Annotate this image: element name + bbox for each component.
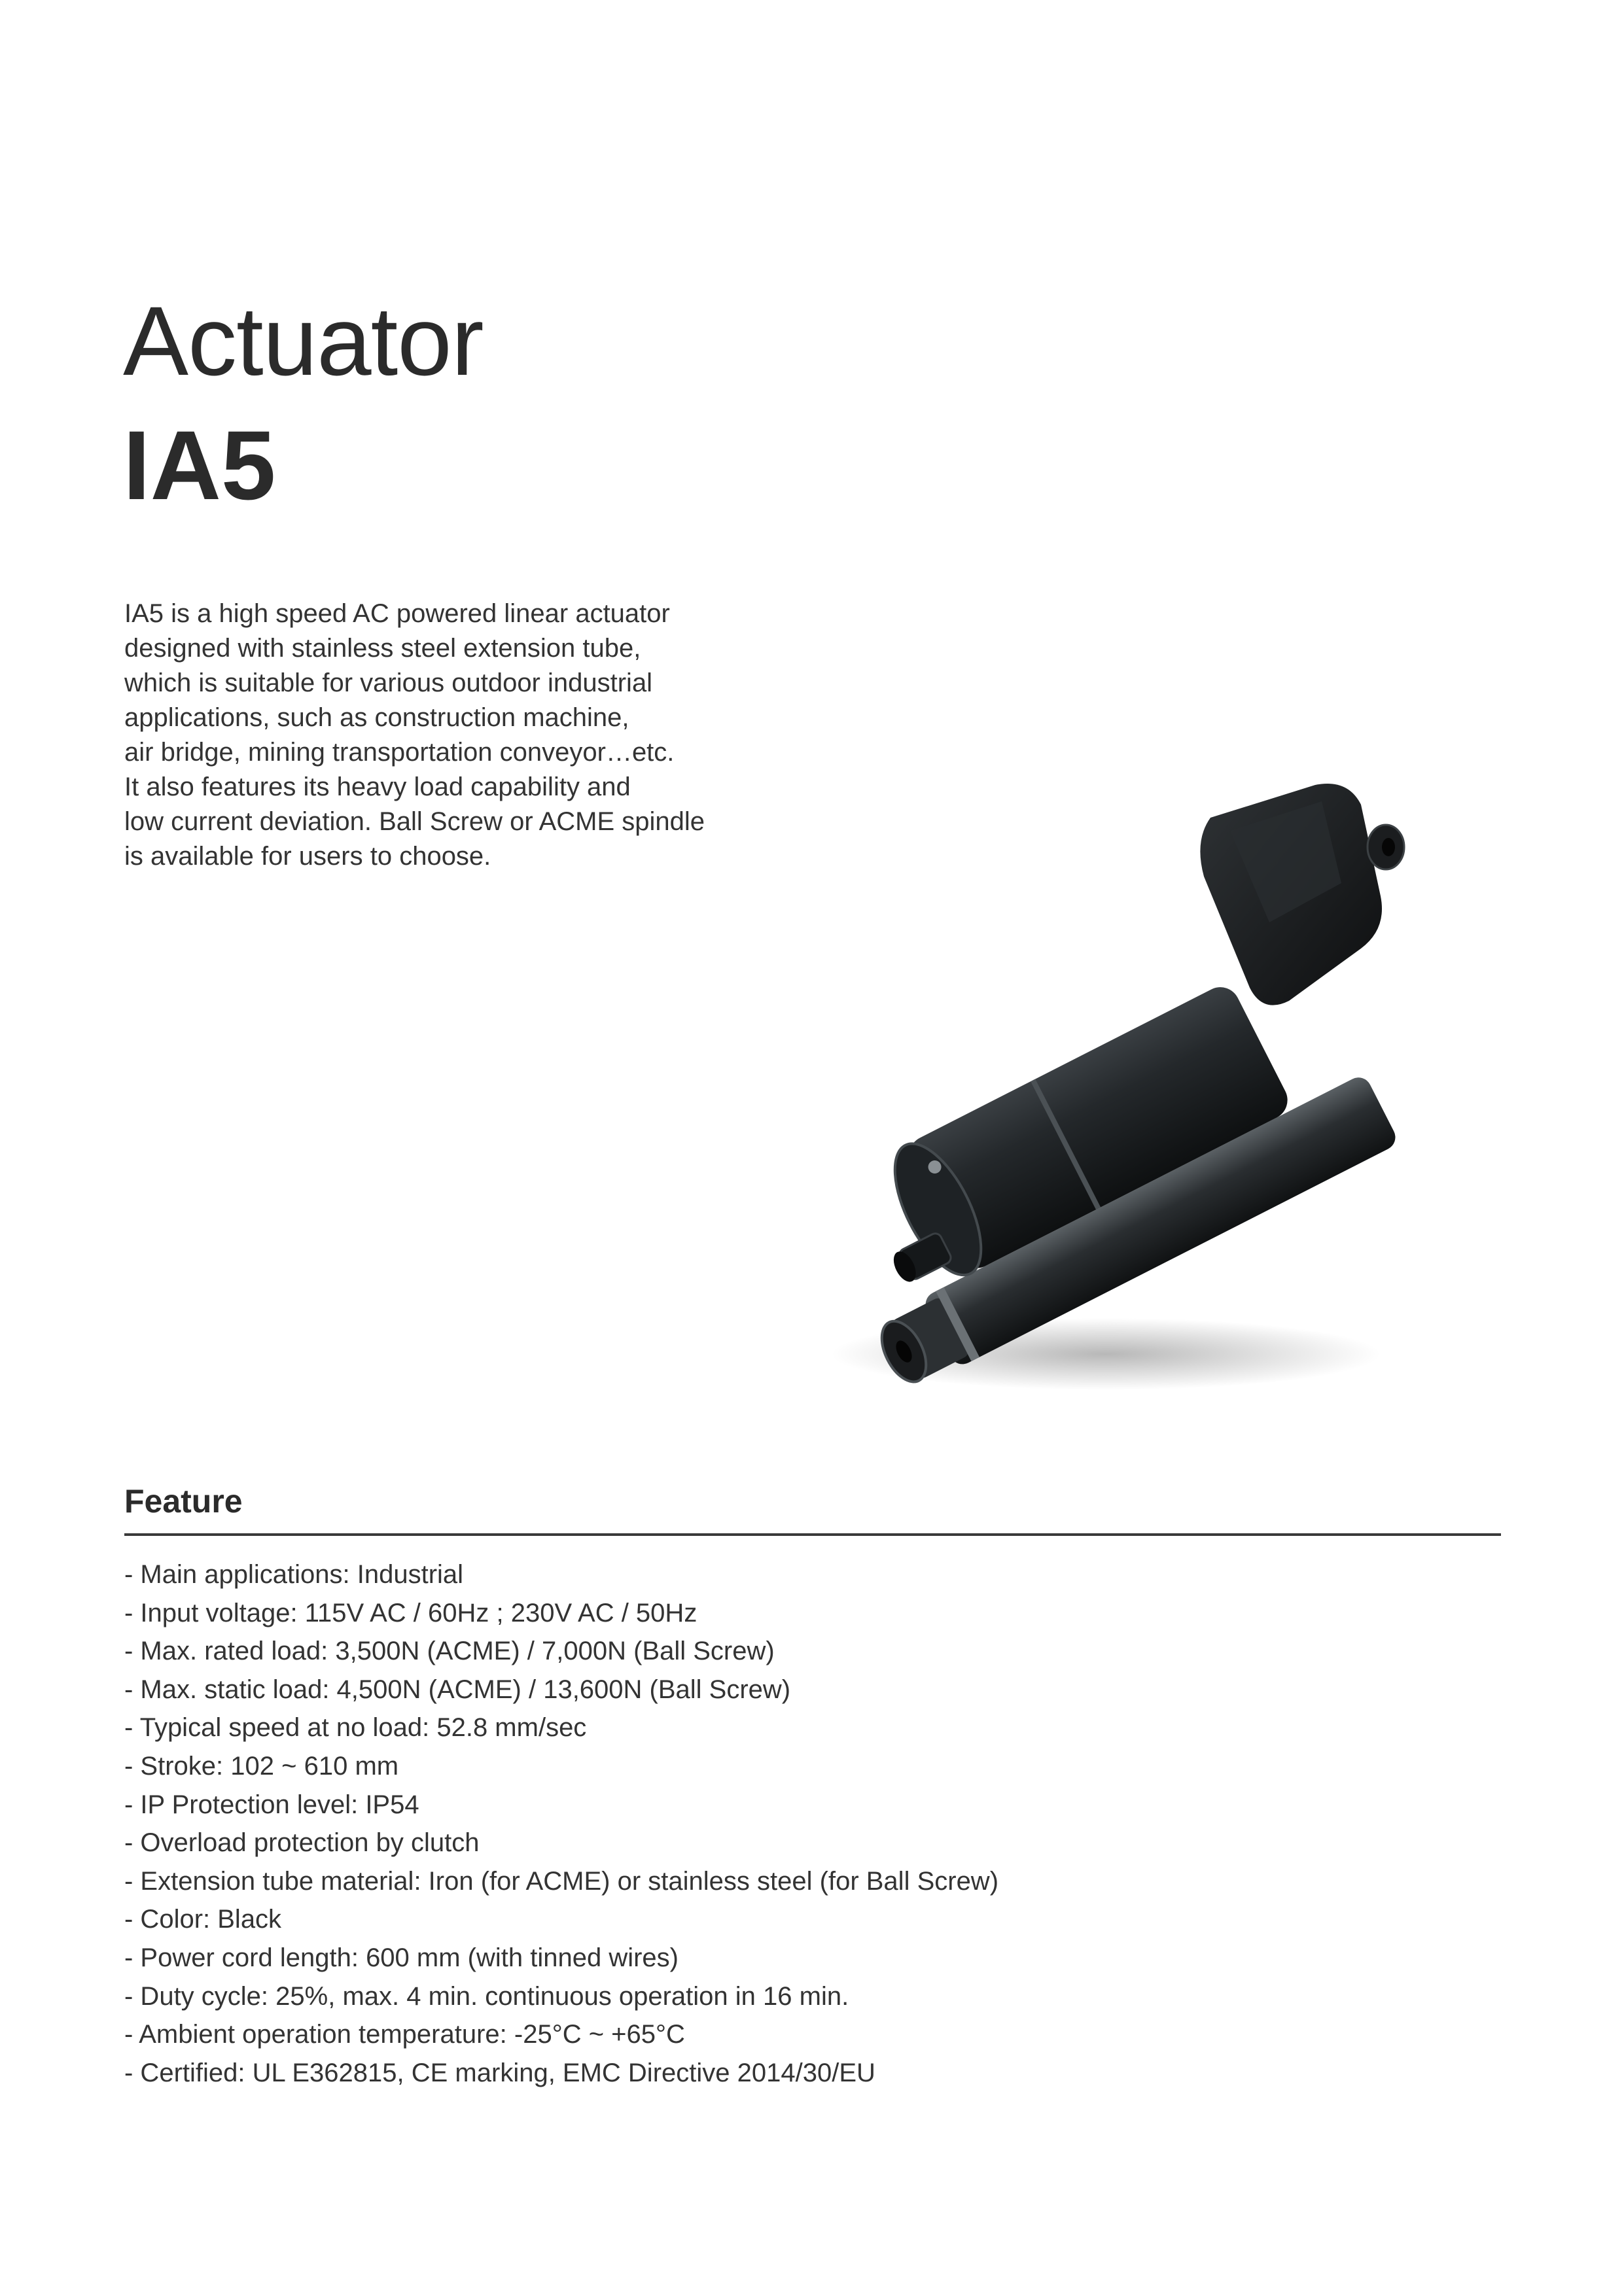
feature-item: - Duty cycle: 25%, max. 4 min. continuous operation in 16 min. — [124, 1981, 849, 2011]
feature-item: - Stroke: 102 ~ 610 mm — [124, 1751, 399, 1781]
feature-item: - Color: Black — [124, 1905, 282, 1934]
feature-item: - Max. rated load: 3,500N (ACME) / 7,000N (Ball Screw) — [124, 1637, 775, 1666]
intro-line: It also features its heavy load capability and — [124, 773, 631, 801]
feature-item: - Ambient operation temperature: -25°C ~ +65°C — [124, 2020, 685, 2049]
page-title: Actuator — [123, 286, 484, 396]
intro-line: low current deviation. Ball Screw or ACME spindle — [124, 807, 705, 836]
feature-item: - IP Protection level: IP54 — [124, 1790, 419, 1819]
intro-paragraph — [124, 597, 779, 874]
gearbox — [1200, 784, 1404, 1005]
feature-list — [124, 1556, 1498, 2092]
feature-item: - Power cord length: 600 mm (with tinned wires) — [124, 1943, 679, 1972]
feature-item: - Input voltage: 115V AC / 60Hz ; 230V AC / 50Hz — [124, 1598, 697, 1627]
feature-item: - Max. static load: 4,500N (ACME) / 13,600N (Ball Screw) — [124, 1675, 791, 1704]
feature-item: - Overload protection by clutch — [124, 1828, 480, 1858]
feature-item: - Certified: UL E362815, CE marking, EMC Directive 2014/30/EU — [124, 2058, 875, 2087]
feature-item: - Typical speed at no load: 52.8 mm/sec — [124, 1713, 587, 1743]
intro-line: air bridge, mining transportation conveyor…etc. — [124, 738, 675, 767]
feature-item: - Extension tube material: Iron (for ACME) or stainless steel (for Ball Screw) — [124, 1866, 999, 1896]
intro-line: designed with stainless steel extension tube, — [124, 634, 641, 663]
intro-line: is available for users to choose. — [124, 842, 491, 871]
model-name: IA5 — [123, 410, 276, 520]
intro-line: which is suitable for various outdoor industrial — [124, 669, 653, 697]
feature-heading: Feature — [124, 1483, 243, 1520]
intro-line: applications, such as construction machine, — [124, 703, 629, 732]
linear-actuator-photo — [752, 726, 1538, 1413]
feature-item: - Main applications: Industrial — [124, 1560, 464, 1589]
intro-line: IA5 is a high speed AC powered linear actuator — [124, 599, 670, 628]
feature-divider — [124, 1533, 1501, 1536]
